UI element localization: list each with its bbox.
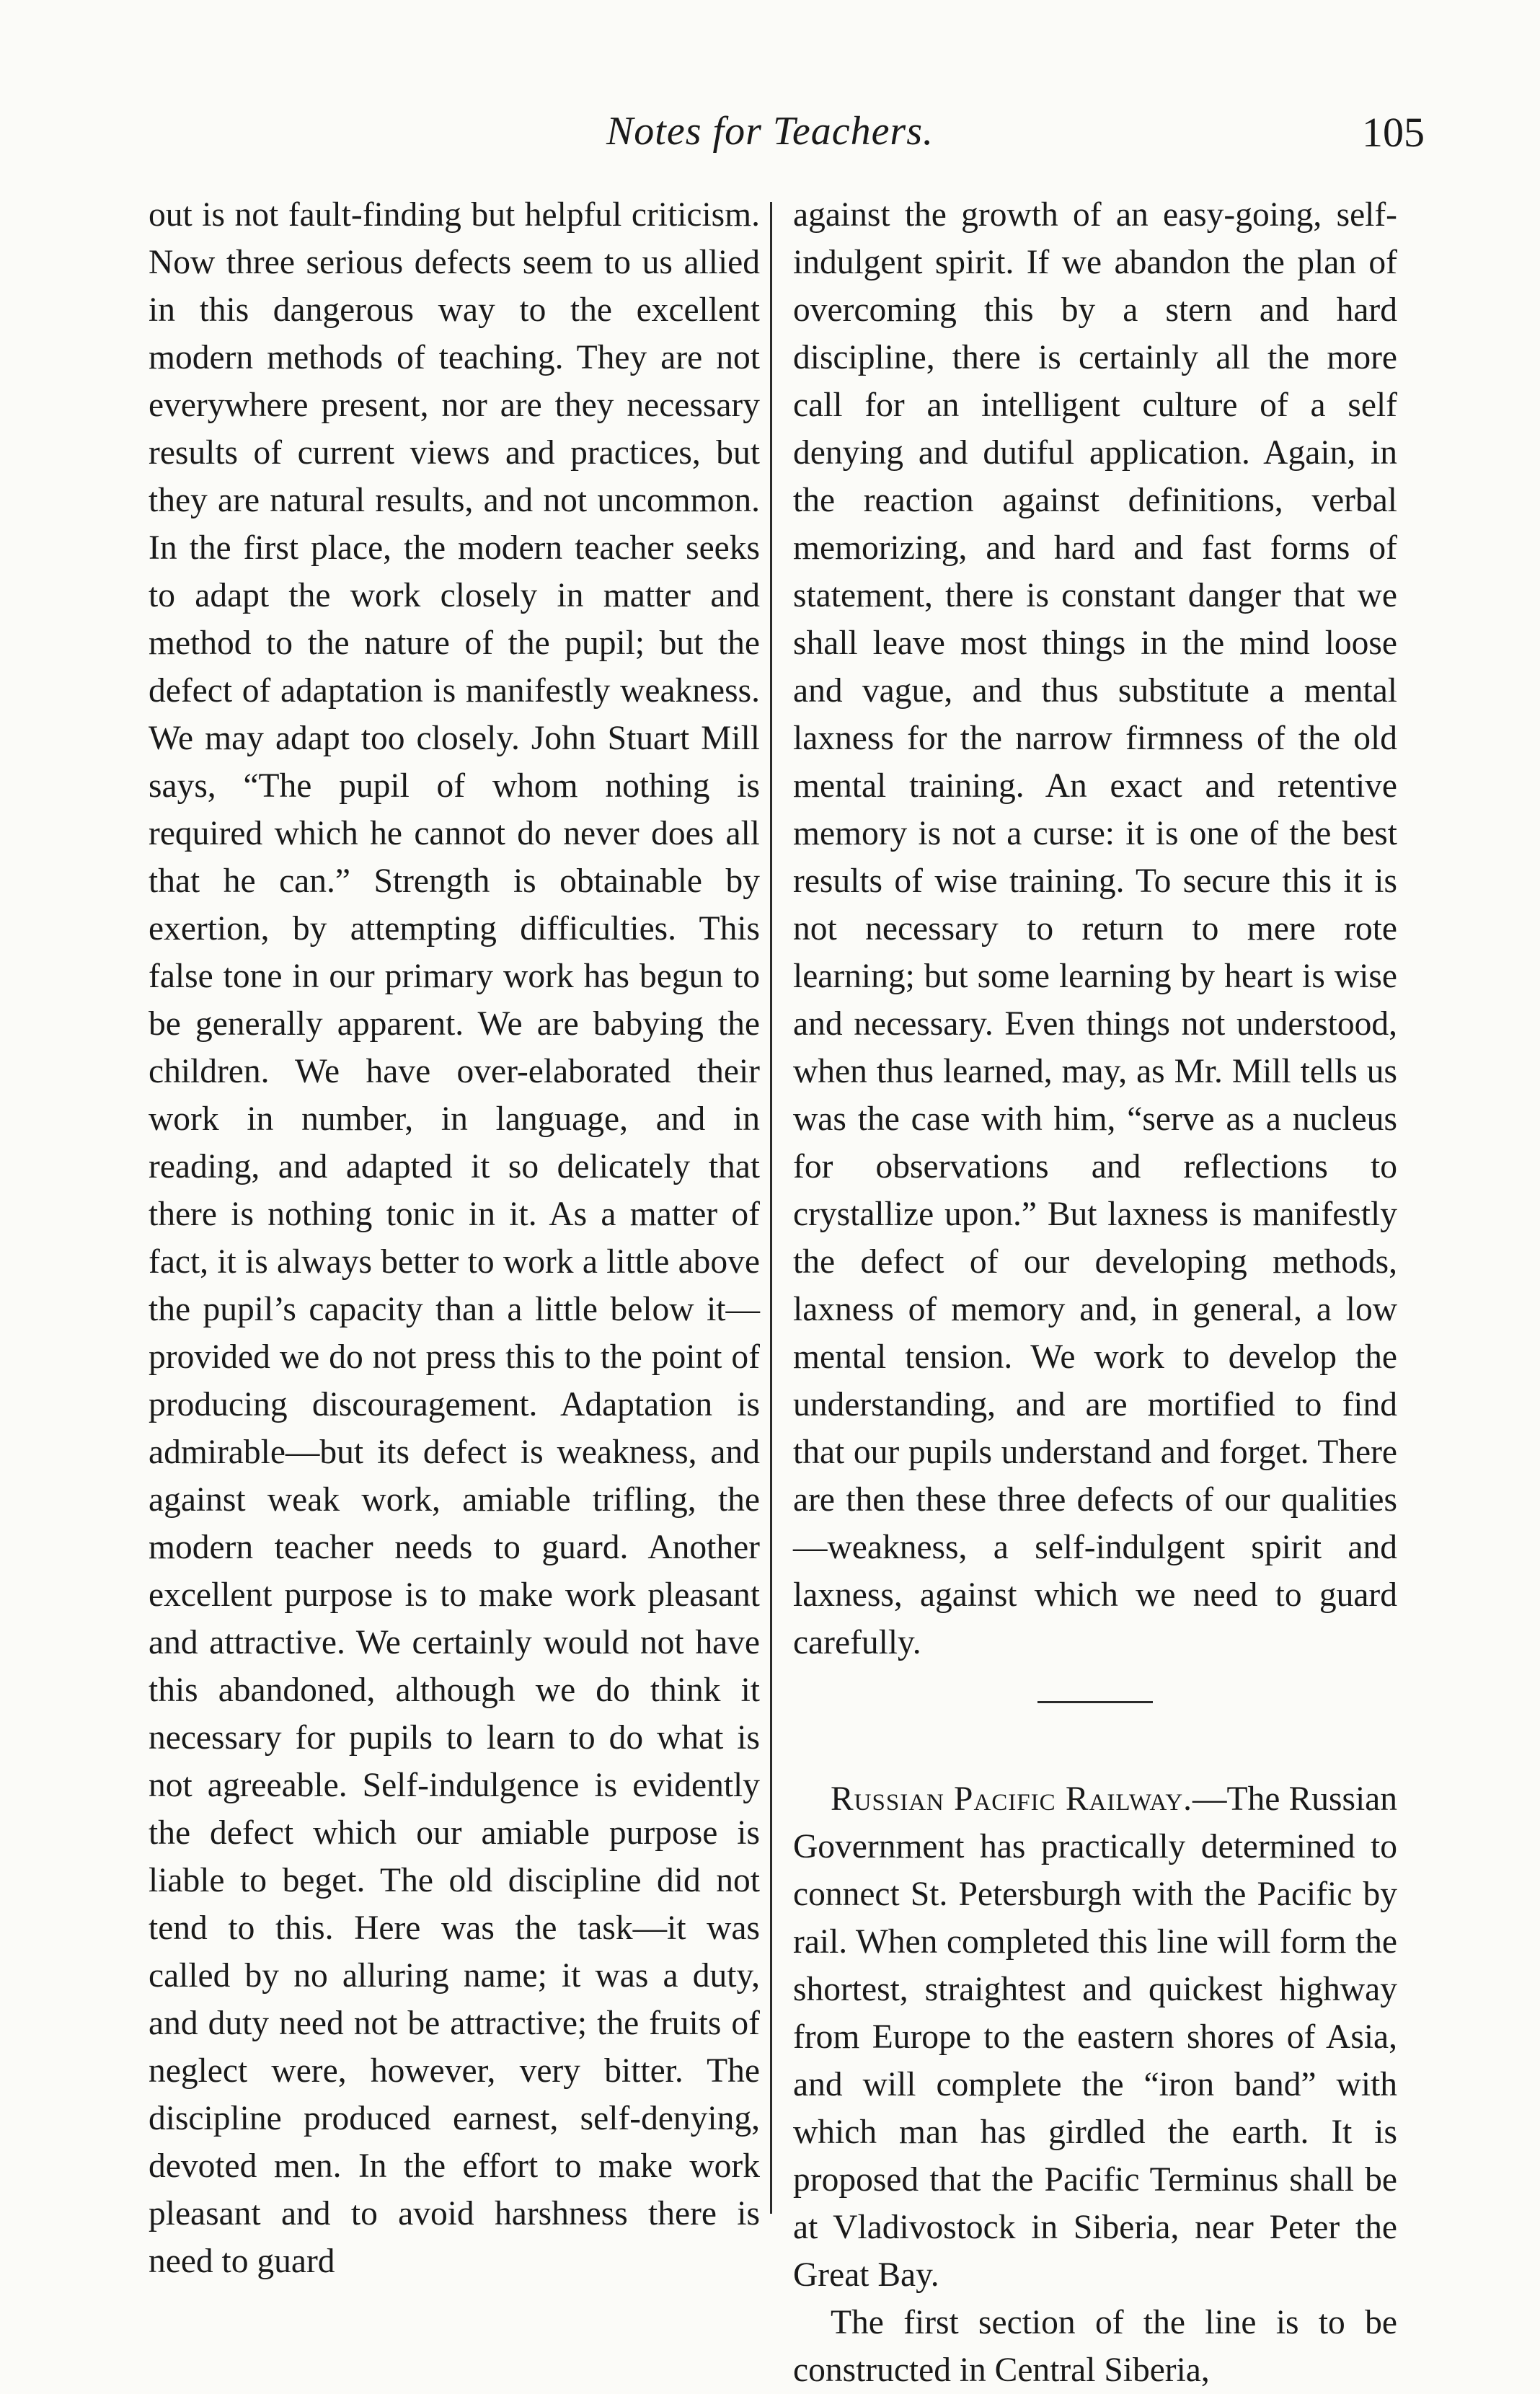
news-item-heading: Russian Pacific Railway. [831, 1780, 1193, 1818]
news-item-text: —The Russian Government has practically determined to connect St. Petersburgh with the Pacific by rail. When completed this line will form the shortest, straightest and quickest highway from Europe to the eastern shores of Asia, and will complete the “iron band” with which man has girdled the earth. It is proposed that the Pacific Terminus shall be at Vladivostock in Siberia, near Peter the Great Bay. [793, 1780, 1398, 2294]
section-separator [1037, 1701, 1153, 1703]
right-column-text: against the growth of an easy-going, self-indulgent spirit. If we abandon the plan of overcoming this by a stern and hard discipline, there is certainly all the more call for an intelligent culture of a self denying and dutiful application. Again, in the reaction against definitions, verbal memorizing, and hard and fast forms of statement, there is constant danger that we shall leave most things in the mind loose and vague, and thus substitute a mental laxness for the narrow firmness of the old mental training. An exact and retentive memory is not a curse: it is one of the best results of wise training. To secure this it is not necessary to return to mere rote learning; but some learning by heart is wise and necessary. Even things not understood, when thus learned, may, as Mr. Mill tells us was the case with him, “serve as a nucleus for observations and reflections to crystallize upon.” But laxness is manifestly the defect of our developing methods, laxness of memory and, in general, a low mental tension. We work to develop the understanding, and are mortified to find that our pupils understand and forget. There are then these three defects of our qualities—weakness, a self-indulgent spirit and laxness, against which we need to guard carefully. [793, 196, 1397, 1661]
left-column-text: out is not fault-finding but helpful criticism. Now three serious defects seem to us allied in this dangerous way to the excellent modern methods of teaching. They are not everywhere present, nor are they necessary results of current views and practices, but they are natural results, and not uncommon. In the first place, the modern teacher seeks to adapt the work closely in matter and method to the nature of the pupil; but the defect of adaptation is manifestly weakness. We may adapt too closely. John Stuart Mill says, “The pupil of whom nothing is required which he cannot do never does all that he can.” Strength is obtainable by exertion, by attempting difficulties. This false tone in our primary work has begun to be generally apparent. We are babying the children. We have over-elaborated their work in number, in language, and in reading, and adapted it so delicately that there is nothing tonic in it. As a matter of fact, it is always better to work a little above the pupil’s capacity than a little below it—provided we do not press this to the point of producing discouragement. Adaptation is admirable—but its defect is weakness, and against weak work, amiable trifling, the modern teacher needs to guard. Another excellent purpose is to make work pleasant and attractive. We certainly would not have this abandoned, although we do think it necessary for pupils to learn to do what is not agreeable. Self-indulgence is evidently the defect which our amiable purpose is liable to beget. The old discipline did not tend to this. Here was the task—it was called by no alluring name; it was a duty, and duty need not be attractive; the fruits of neglect were, however, very bitter. The discipline produced earnest, self-denying, devoted men. In the effort to make work pleasant and to avoid harshness there is need to guard [149, 196, 760, 2280]
running-header [0, 108, 1540, 166]
column-divider [770, 202, 772, 2214]
running-title: Notes for Teachers. [606, 109, 934, 154]
left-column [149, 191, 760, 2285]
right-column [793, 191, 1397, 2394]
news-item [793, 1775, 1397, 2299]
news-item-continued: The first section of the line is to be constructed in Central Siberia, [793, 2304, 1397, 2389]
page-number: 105 [1362, 109, 1425, 156]
